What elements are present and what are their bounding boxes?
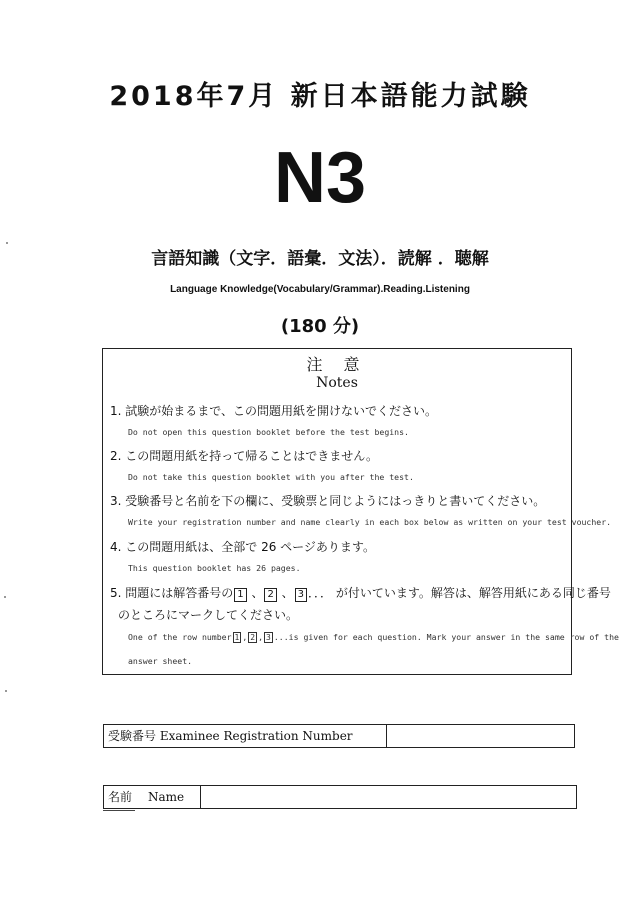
answer-number-box: 1 — [234, 588, 246, 602]
name-field[interactable] — [201, 786, 574, 808]
answer-number-box: 2 — [250, 633, 256, 642]
note-5-en-line2: answer sheet. — [128, 656, 193, 666]
scan-speck — [4, 596, 6, 598]
name-label-jp: 名前 — [108, 790, 133, 804]
exam-level: N3 — [273, 138, 367, 218]
exam-duration: (180 分) — [280, 316, 360, 337]
name-label — [104, 786, 201, 808]
name-label-en: Name — [148, 790, 185, 804]
note-5-jp-line2: のところにマークしてください。 — [118, 608, 299, 622]
exam-sections-jp: 言語知識（文字．語彙．文法）．読解 ．聴解 — [151, 249, 489, 269]
notes-title-en: Notes — [316, 375, 358, 391]
note-3-en: Write your registration number and name clearly in each box below as written on your test voucher. — [128, 517, 612, 527]
note-4-jp: 4. この問題用紙は、全部で 26 ページあります。 — [110, 540, 375, 554]
scan-speck — [6, 242, 8, 244]
answer-number-box: 3 — [266, 633, 271, 642]
answer-number-box: 3 — [295, 588, 307, 602]
notes-title-jp: 注 意 — [306, 355, 368, 374]
registration-label: 受験番号 Examinee Registration Number — [104, 725, 387, 747]
exam-sections-en: Language Knowledge(Vocabulary/Grammar).Reading.Listening — [170, 284, 470, 295]
name-label-underline — [103, 810, 135, 811]
note-2-en: Do not take this question booklet with you after the test. — [128, 472, 414, 482]
name-row — [103, 785, 577, 809]
registration-row — [103, 724, 575, 748]
registration-number-field[interactable] — [387, 725, 572, 747]
note-5-en: One of the row number 1 , 2 , 3 ...is given for each question. Mark your answer in the same row of the — [128, 632, 619, 642]
scan-speck — [5, 690, 7, 692]
note-5-en-prefix: One of the row number — [128, 632, 232, 642]
note-3-jp: 3. 受験番号と名前を下の欄に、受験票と同じようにはっきりと書いてください。 — [110, 494, 546, 508]
answer-number-box: 2 — [264, 588, 276, 602]
exam-title: 2018年7月 新日本語能力試験 — [109, 81, 531, 112]
note-1-en: Do not open this question booklet before the test begins. — [128, 427, 409, 437]
note-2-jp: 2. この問題用紙を持って帰ることはできません。 — [110, 449, 378, 463]
answer-number-box: 1 — [234, 633, 240, 642]
note-1-jp: 1. 試験が始まるまで、この問題用紙を開けないでください。 — [110, 404, 438, 418]
note-4-en: This question booklet has 26 pages. — [128, 563, 301, 573]
note-5-jp-suffix: ．．． が付いています。解答は、解答用紙にある同じ番号 — [308, 586, 611, 600]
note-5-jp: 5. 問題には解答番号の 1 、 2 、 3 ．．． が付いています。解答は、解答用紙にある同じ番号 — [110, 586, 611, 600]
note-5-jp-prefix: 5. 問題には解答番号の — [110, 586, 234, 600]
note-5-en-suffix: ...is given for each question. Mark your answer in the same row of the — [273, 632, 619, 642]
notes-box — [102, 348, 572, 675]
